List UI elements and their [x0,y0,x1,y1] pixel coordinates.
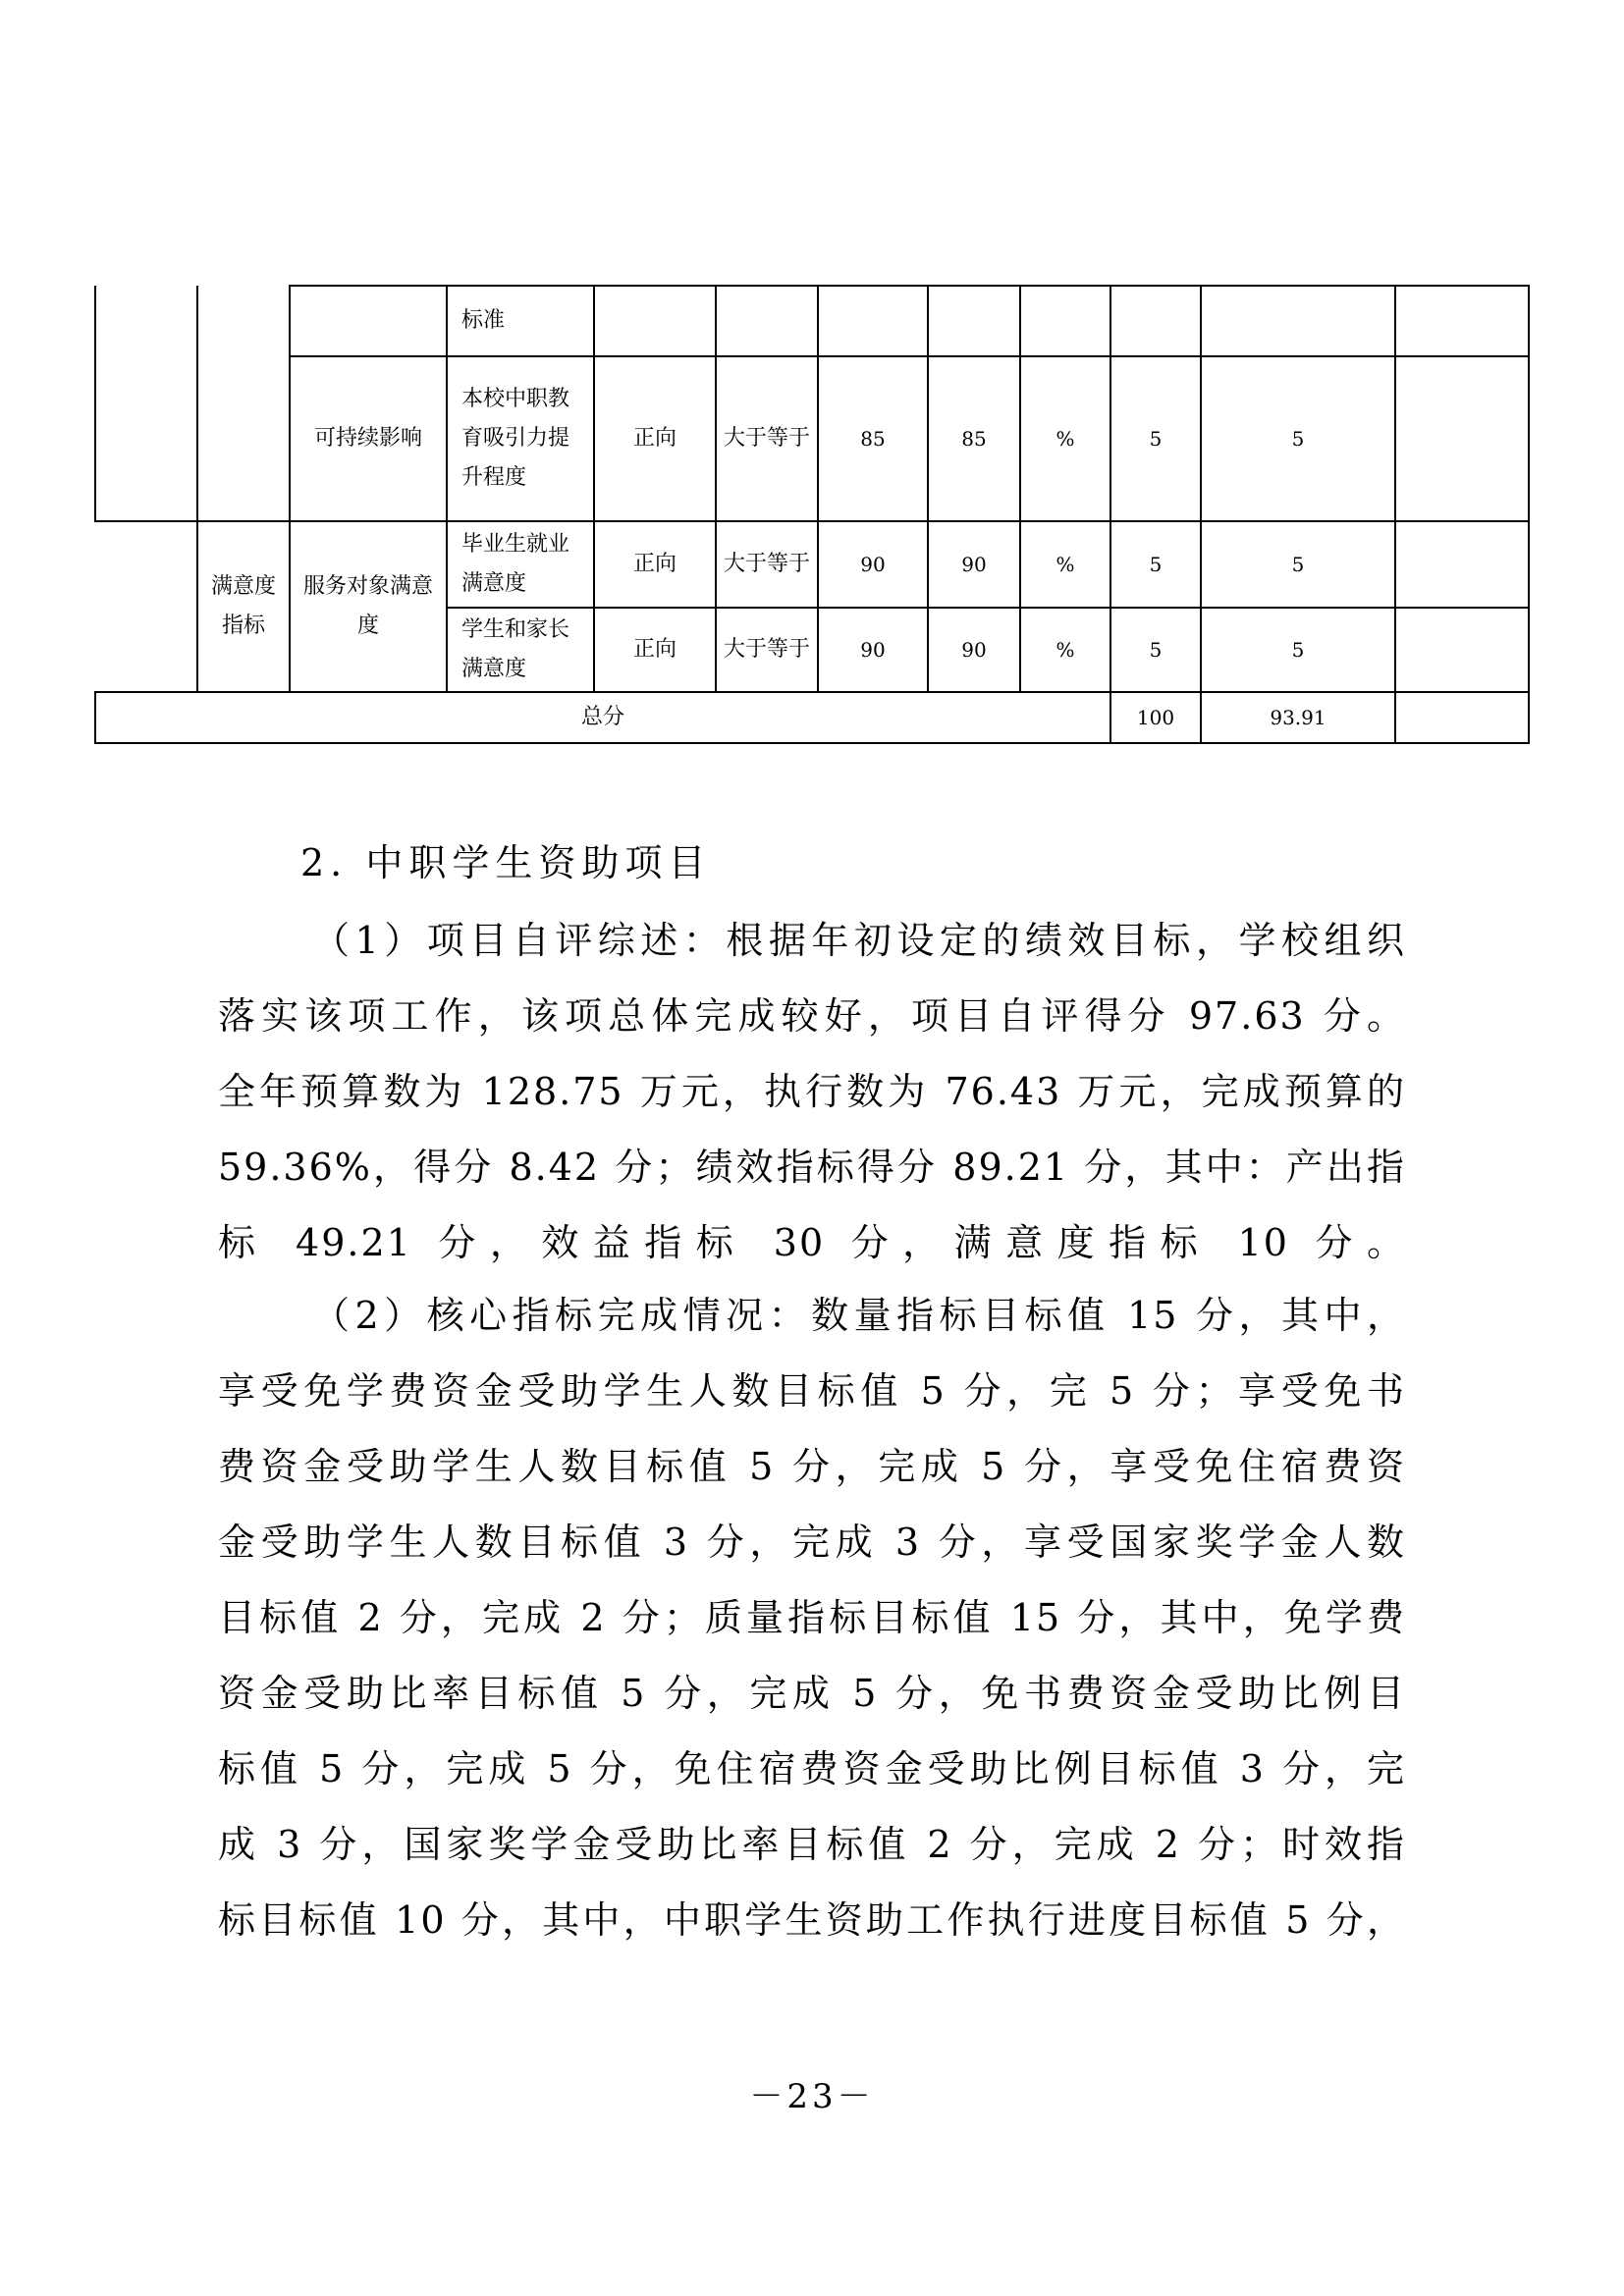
total-weight: 100 [1110,692,1201,743]
level3-cell: 本校中职教育吸引力提升程度 [447,356,594,521]
level2-cell: 可持续影响 [290,356,447,521]
target-cell: 90 [818,521,928,608]
paragraph-core-indicators [218,1278,1406,1958]
unit-cell: % [1020,608,1110,692]
paragraph-line: （1）项目自评综述：根据年初设定的绩效目标，学校组织 [312,919,1406,962]
level3-cell: 学生和家长满意度 [447,608,594,692]
weight-cell: 5 [1110,356,1201,521]
direction-cell: 正向 [594,521,716,608]
performance-table [94,285,1530,744]
target-cell: 85 [818,356,928,521]
paragraph-line: 标目标值 10 分，其中，中职学生资助工作执行进度目标值 5 分， [218,1898,1406,1942]
level3-cell: 毕业生就业满意度 [447,521,594,608]
weight-cell: 5 [1110,521,1201,608]
operator-cell [716,286,818,356]
unit-cell [1020,286,1110,356]
note-cell [1395,356,1529,521]
paragraph-line: 落实该项工作，该项总体完成较好，项目自评得分 97.63 分。 [218,994,1406,1038]
actual-cell: 90 [928,608,1020,692]
section-heading: 2. 中职学生资助项目 [300,841,712,884]
paragraph-line: 全年预算数为 128.75 万元，执行数为 76.43 万元，完成预算的 [218,1070,1406,1113]
weight-cell [1110,286,1201,356]
score-cell: 5 [1201,356,1395,521]
score-cell: 5 [1201,521,1395,608]
operator-cell: 大于等于 [716,356,818,521]
direction-cell: 正向 [594,356,716,521]
unit-cell: % [1020,356,1110,521]
weight-cell: 5 [1110,608,1201,692]
direction-cell: 正向 [594,608,716,692]
level2-cell-satisfaction: 服务对象满意度 [290,521,447,692]
paragraph-summary [218,903,1406,1281]
level2-cell [290,286,447,356]
table-row [95,356,1529,521]
target-cell [818,286,928,356]
note-cell [1395,521,1529,608]
table-row [95,521,1529,608]
total-label: 总分 [95,692,1110,743]
level1-cell-effect [95,286,197,521]
paragraph-line: 标值 5 分，完成 5 分，免住宿费资金受助比例目标值 3 分，完 [218,1747,1406,1790]
paragraph-line: 59.36%，得分 8.42 分；绩效指标得分 89.21 分，其中：产出指 [218,1146,1406,1189]
actual-cell [928,286,1020,356]
paragraph-line: （2）核心指标完成情况：数量指标目标值 15 分，其中， [312,1294,1406,1337]
paragraph-line: 标 49.21 分，效益指标 30 分，满意度指标 10 分。 [218,1221,1406,1264]
score-cell [1201,286,1395,356]
note-cell [1395,286,1529,356]
note-cell [1395,692,1529,743]
unit-cell: % [1020,521,1110,608]
direction-cell [594,286,716,356]
score-cell: 5 [1201,608,1395,692]
level1b-cell-effect [197,286,290,521]
page-number: －23－ [749,2077,875,2116]
target-cell: 90 [818,608,928,692]
paragraph-line: 金受助学生人数目标值 3 分，完成 3 分，享受国家奖学金人数 [218,1521,1406,1564]
level1-cell-satisfaction: 满意度指标 [197,521,290,692]
level3-cell: 标准 [447,286,594,356]
total-score: 93.91 [1201,692,1395,743]
paragraph-line: 成 3 分，国家奖学金受助比率目标值 2 分，完成 2 分；时效指 [218,1823,1406,1866]
note-cell [1395,608,1529,692]
paragraph-line: 费资金受助学生人数目标值 5 分，完成 5 分，享受免住宿费资 [218,1445,1406,1488]
table-row [95,286,1529,356]
operator-cell: 大于等于 [716,521,818,608]
actual-cell: 90 [928,521,1020,608]
level1-cell-blank [95,521,197,692]
operator-cell: 大于等于 [716,608,818,692]
paragraph-line: 享受免学费资金受助学生人数目标值 5 分，完 5 分；享受免书 [218,1369,1406,1413]
paragraph-line: 目标值 2 分，完成 2 分；质量指标目标值 15 分，其中，免学费 [218,1596,1406,1639]
paragraph-line: 资金受助比率目标值 5 分，完成 5 分，免书费资金受助比例目 [218,1672,1406,1715]
table-row-total [95,692,1529,743]
actual-cell: 85 [928,356,1020,521]
